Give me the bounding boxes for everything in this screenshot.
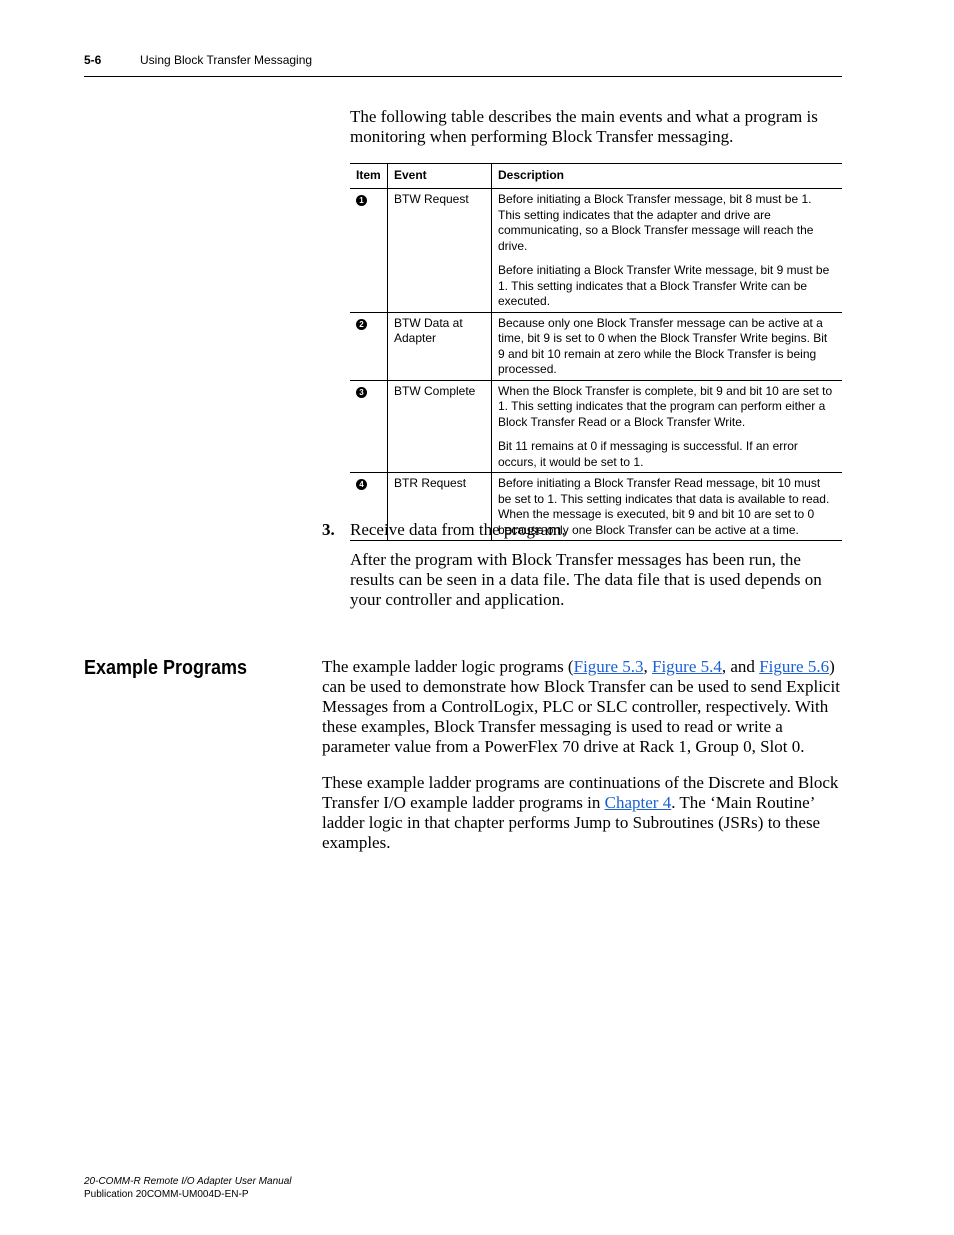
- item-number-badge: 1: [356, 195, 367, 206]
- intro-paragraph: The following table describes the main events and what a program is monitoring when performing Block Transfer messaging.: [350, 107, 818, 146]
- table-row: [350, 380, 842, 473]
- description-cell: [492, 313, 842, 380]
- step-number: 3.: [322, 520, 335, 539]
- description-cell: [492, 189, 842, 312]
- description-text: Because only one Block Transfer message can be active at a time, bit 9 is set to 0 when the Block Transfer Write begins. Bit 9 and bit 10 remain at zero while the Block Transfer is being processed.: [498, 315, 828, 376]
- footer-manual-title: 20-COMM-R Remote I/O Adapter User Manual: [84, 1176, 292, 1187]
- text-run: , and: [721, 657, 760, 676]
- text-run: . The ‘Main Routine’ ladder logic in that chapter performs Jump to Subroutines (JSRs) to these examples.: [322, 793, 821, 852]
- description-text: Before initiating a Block Transfer Read message, bit 10 must be set to 1. This setting indicates that data is available to read. When the message is executed, bit 9 and bit 10 are set to 0 because only one Block Transfer can be active at a time.: [498, 476, 830, 537]
- step-detail-paragraph: After the program with Block Transfer messages has been run, the results can be seen in a data file. The data file that is used depends on your controller and application.: [350, 550, 822, 609]
- description-cell: [492, 381, 842, 473]
- page-header: [84, 52, 842, 77]
- text-run: The example ladder logic programs (: [322, 657, 574, 676]
- description-text: Before initiating a Block Transfer Write message, bit 9 must be 1. This setting indicates that a Block Transfer Write can be executed.: [498, 263, 830, 308]
- event-cell: BTW Complete: [388, 381, 492, 473]
- header-title: Using Block Transfer Messaging: [140, 53, 313, 67]
- text-run: ) can be used to demonstrate how Block Transfer can be used to send Explicit Messages from a ControlLogix, PLC or SLC controller, respectively. With these examples, Block Transfer messaging is used to read or write a parameter value from a PowerFlex 70 drive at Rack 1, Group 0, Slot 0.: [322, 657, 840, 756]
- col-header-item: Item: [350, 164, 388, 188]
- example-paragraph-1: [322, 657, 844, 757]
- step-text: Receive data from the program.: [350, 520, 566, 539]
- description-text: Before initiating a Block Transfer message, bit 8 must be 1. This setting indicates that the adapter and drive are communicating, so a Block Transfer message will reach the drive.: [498, 192, 814, 253]
- item-number-badge: 4: [356, 479, 367, 490]
- col-header-description: Description: [498, 168, 565, 182]
- page-number: 5-6: [84, 53, 102, 67]
- figure-5-6-link[interactable]: Figure 5.6: [759, 657, 830, 676]
- footer-publication: Publication 20COMM-UM004D-EN-P: [84, 1189, 249, 1200]
- chapter-4-link[interactable]: Chapter 4: [604, 793, 672, 812]
- col-header-event: Event: [388, 164, 492, 188]
- example-paragraph-2: [322, 773, 844, 853]
- item-number-badge: 3: [356, 387, 367, 398]
- event-cell: BTW Data at Adapter: [388, 313, 492, 380]
- text-run: These example ladder programs are continuations of the Discrete and Block Transfer I/O example ladder programs in: [322, 773, 839, 812]
- figure-5-3-link[interactable]: Figure 5.3: [573, 657, 644, 676]
- table-row: [350, 189, 842, 312]
- table-header-row: [350, 164, 842, 189]
- item-number-badge: 2: [356, 319, 367, 330]
- section-heading: Example Programs: [84, 657, 248, 679]
- figure-5-4-link[interactable]: Figure 5.4: [652, 657, 722, 676]
- event-cell: BTR Request: [388, 473, 492, 540]
- description-text: Bit 11 remains at 0 if messaging is successful. If an error occurs, it would be set to 1.: [498, 439, 798, 469]
- table-row: [350, 312, 842, 380]
- events-table: [350, 163, 842, 541]
- description-text: When the Block Transfer is complete, bit 9 and bit 10 are set to 1. This setting indicates that the program can perform either a Block Transfer Read or a Block Transfer Write.: [498, 383, 833, 429]
- event-cell: BTW Request: [388, 189, 492, 312]
- page-footer: [84, 1175, 291, 1201]
- text-run: ,: [643, 657, 652, 676]
